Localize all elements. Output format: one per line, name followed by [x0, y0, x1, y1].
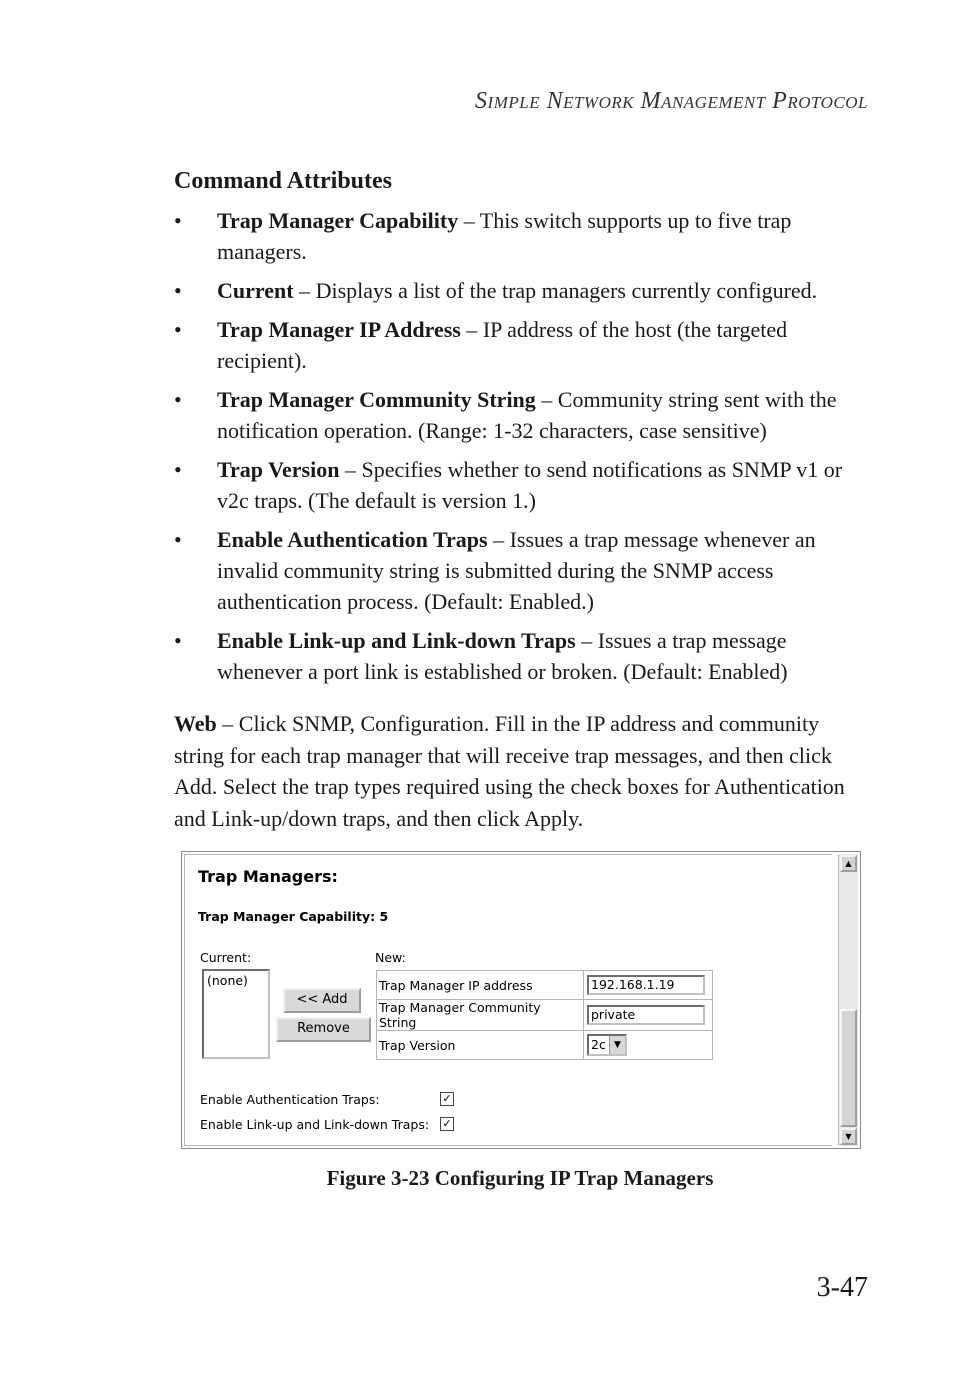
ip-address-label: Trap Manager IP address: [377, 971, 584, 1000]
attribute-term: Current: [217, 278, 294, 303]
trap-version-label: Trap Version: [377, 1031, 584, 1060]
section-heading: Command Attributes: [174, 168, 393, 194]
remove-button[interactable]: Remove: [276, 1017, 371, 1042]
running-header: Simple Network Management Protocol: [475, 88, 868, 114]
new-label: New:: [375, 950, 406, 965]
link-traps-row: [200, 1117, 452, 1132]
auth-traps-row: [200, 1092, 452, 1107]
ip-address-input[interactable]: 192.168.1.19: [587, 975, 705, 995]
link-traps-checkbox[interactable]: [440, 1117, 454, 1131]
list-item: • Current – Displays a list of the trap managers currently configured.: [174, 278, 818, 303]
auth-traps-checkbox[interactable]: [440, 1092, 454, 1106]
attribute-list: [174, 205, 874, 695]
attribute-term: Trap Manager Capability: [217, 208, 459, 233]
page-number: 3-47: [816, 1272, 868, 1303]
web-term: Web: [174, 711, 217, 736]
vertical-scrollbar[interactable]: [838, 854, 858, 1146]
scroll-thumb[interactable]: [840, 1009, 857, 1127]
list-item: • Trap Version – Specifies whether to send notifications as SNMP v1 or v2c traps. (The default is version 1.): [174, 457, 843, 513]
attribute-term: Trap Manager Community String: [217, 387, 536, 412]
web-desc: – Click SNMP, Configuration. Fill in the IP address and community string for each trap manager that will receive trap messages, and then click Add. Select the trap types required using the check boxes for Authentication and Link-up/down traps, and then click Apply.: [174, 711, 845, 831]
current-managers-list[interactable]: [202, 969, 270, 1059]
add-button[interactable]: << Add: [283, 988, 361, 1013]
link-traps-label: Enable Link-up and Link-down Traps:: [200, 1117, 430, 1132]
attribute-desc: – Issues a trap message whenever an invalid community string is submitted during the SNMP access authentication process. (Default: Enabled.): [217, 527, 816, 614]
community-string-input[interactable]: private: [587, 1005, 705, 1025]
attribute-term: Enable Link-up and Link-down Traps: [217, 628, 576, 653]
capability-text: Trap Manager Capability: 5: [198, 909, 389, 924]
table-row: [377, 1031, 713, 1060]
chevron-down-icon[interactable]: ▼: [609, 1036, 625, 1054]
attribute-desc: – This switch supports up to five trap managers.: [217, 208, 792, 264]
auth-traps-label: Enable Authentication Traps:: [200, 1092, 380, 1107]
attribute-desc: – IP address of the host (the targeted recipient).: [217, 317, 788, 373]
panel-title: Trap Managers:: [198, 867, 338, 886]
scroll-down-icon[interactable]: ▼: [840, 1128, 857, 1145]
checkmark-icon: ✓: [442, 1092, 452, 1105]
list-item[interactable]: (none): [207, 973, 248, 988]
table-row: [377, 971, 713, 1000]
attribute-desc: – Displays a list of the trap managers currently configured.: [293, 278, 818, 303]
trap-managers-panel: [184, 854, 832, 1146]
attribute-term: Trap Manager IP Address: [217, 317, 461, 342]
attribute-desc: – Specifies whether to send notifications as SNMP v1 or v2c traps. (The default is version 1.): [217, 457, 843, 513]
new-manager-form: [376, 970, 713, 1060]
attribute-term: Trap Version: [217, 457, 340, 482]
scroll-up-icon[interactable]: ▲: [840, 855, 857, 872]
attribute-term: Enable Authentication Traps: [217, 527, 488, 552]
attribute-desc: – Community string sent with the notification operation. (Range: 1-32 characters, case sensitive): [217, 387, 837, 443]
web-instructions: [174, 708, 874, 834]
list-item: • Trap Manager Capability – This switch supports up to five trap managers.: [174, 208, 792, 264]
list-item: • Trap Manager Community String – Community string sent with the notification operation. (Range: 1-32 characters, case sensitive): [174, 387, 837, 443]
trap-version-select[interactable]: [587, 1034, 627, 1056]
list-item: • Enable Authentication Traps – Issues a trap message whenever an invalid community string is submitted during the SNMP access authentication process. (Default: Enabled.): [174, 527, 816, 614]
trap-managers-screenshot: [181, 851, 861, 1149]
figure-caption: Figure 3-23 Configuring IP Trap Managers: [326, 1166, 714, 1190]
table-row: [377, 1000, 713, 1031]
trap-version-value: 2c: [591, 1037, 606, 1052]
community-string-label: Trap Manager Community String: [377, 1000, 584, 1031]
checkmark-icon: ✓: [442, 1117, 452, 1130]
list-item: • Trap Manager IP Address – IP address of the host (the targeted recipient).: [174, 317, 788, 373]
attribute-desc: – Issues a trap message whenever a port link is established or broken. (Default: Enabled): [217, 628, 788, 684]
current-label: Current:: [200, 950, 252, 965]
list-item: • Enable Link-up and Link-down Traps – Issues a trap message whenever a port link is established or broken. (Default: Enabled): [174, 628, 788, 684]
